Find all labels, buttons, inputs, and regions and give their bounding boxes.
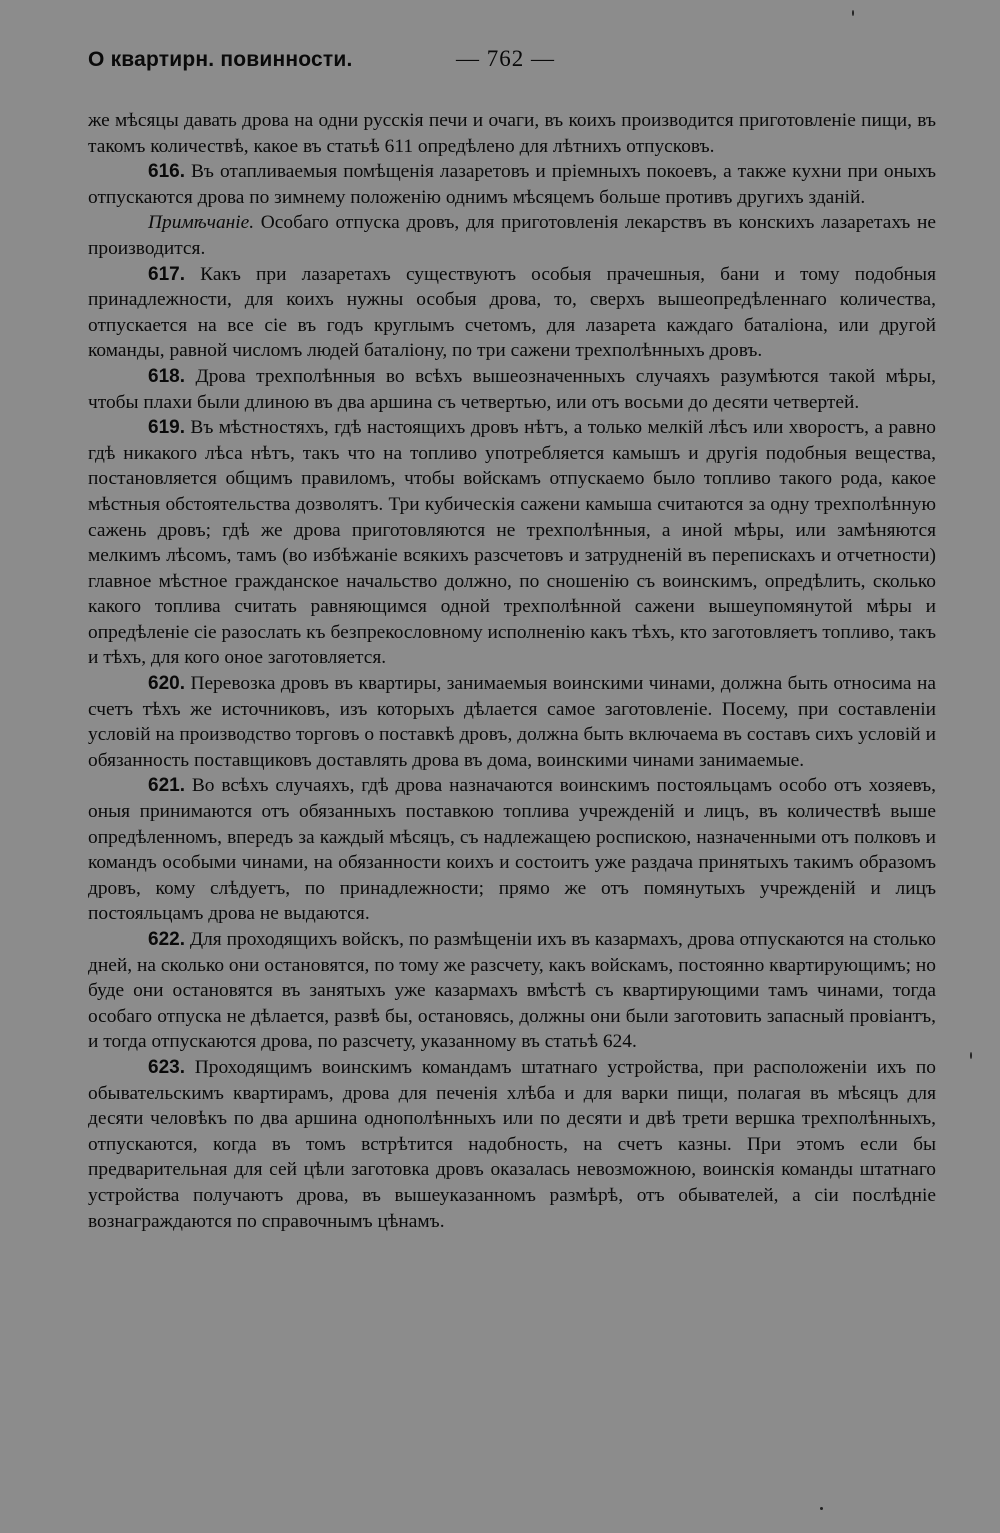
paragraph-continuation: [88, 108, 936, 159]
note-label: Примѣчаніе.: [148, 212, 255, 234]
article-620: [88, 671, 936, 773]
paragraph-text: Особаго отпуска дровъ, для приготовленія лекарствъ въ конскихъ лазаретахъ не производится.: [88, 212, 936, 259]
paragraph-text: Въ отапливаемыя помѣщенія лазаретовъ и пріемныхъ покоевъ, а также кухни при оныхъ отпускаются дрова по зимнему положенію однимъ мѣсяцемъ больше противъ другихъ зданій.: [88, 161, 936, 208]
article-number: 617.: [148, 263, 185, 285]
page-header: [88, 44, 938, 78]
article-616: [88, 159, 936, 210]
paragraph-text: же мѣсяцы давать дрова на одни русскія печи и очаги, въ коихъ производится приготовленіе пищи, въ такомъ количествѣ, какое въ статьѣ 611 опредѣлено для лѣтнихъ отпусковъ.: [88, 110, 936, 157]
paragraph-text: Во всѣхъ случаяхъ, гдѣ дрова назначаются воинскимъ постояльцамъ особо отъ хозяевъ, оныя принимаются отъ обязанныхъ поставкою топлива учрежденій и лицъ, въ количествѣ выше опредѣленномъ, впередъ за каждый мѣсяцъ, съ надлежащею роспискою, назначенными отъ полковъ и командъ особыми чинами, на обязанности коихъ и состоитъ уже раздача принятыхъ такимъ образомъ дровъ, кому слѣдуетъ, по принадлежности; прямо же отъ помянутыхъ учрежденій и лицъ постояльцамъ дрова не выдаются.: [88, 775, 936, 925]
paragraph-text: Дрова трехполѣнныя во всѣхъ вышеозначенныхъ случаяхъ разумѣются такой мѣры, чтобы плахи были длиною въ два аршина съ четвертью, или отъ восьми до десяти четвертей.: [88, 365, 936, 413]
scan-speck: [970, 1052, 972, 1059]
paragraph-text: Проходящимъ воинскимъ командамъ штатнаго устройства, при расположеніи ихъ по обывательскимъ квартирамъ, дрова для печенія хлѣба и для варки пищи, полагая въ мѣсяцъ для десяти человѣкъ по два аршина однополѣнныхъ или по десяти и двѣ трети вершка трехполѣнныхъ, отпускаются, когда въ томъ встрѣтится надобность, на счетъ казны. При этомъ если бы предварительная для сей цѣли заготовка дровъ оказалась невозможною, воинскія команды штатнаго устройства получаютъ дрова, въ вышеуказанномъ размѣрѣ, отъ обывателей, а сіи послѣдніе вознаграждаются по справочнымъ цѣнамъ.: [88, 1056, 936, 1232]
paragraph-text: Какъ при лазаретахъ существуютъ особыя прачешныя, бани и тому подобныя принадлежности, для коихъ нужны особыя дрова, то, сверхъ вышеопредѣленнаго количества, отпускается на все сіе въ годъ круглымъ счетомъ, для лазарета каждаго баталіона, или другой команды, равной числомъ людей баталіону, по три сажени трехполѣнныхъ дровъ.: [88, 263, 936, 362]
article-number: 618.: [148, 365, 185, 387]
running-title: О квартирн. повинности.: [88, 48, 353, 71]
article-618: [88, 364, 936, 415]
page-number: — 762 —: [456, 46, 555, 71]
article-623: [88, 1055, 936, 1234]
body-text: [88, 108, 936, 1234]
article-622: [88, 927, 936, 1055]
paragraph-text: Перевозка дровъ въ квартиры, занимаемыя воинскими чинами, должна быть относима на счетъ тѣхъ же источниковъ, изъ которыхъ дѣлается самое заготовленіе. Посему, при составленіи условій на производство торговъ о поставкѣ дровъ, должна быть включаема въ составъ сихъ условій и обязанность поставщиковъ доставлять дрова въ дома, воинскими чинами занимаемые.: [88, 673, 936, 771]
scan-speck: [820, 1507, 823, 1510]
article-617: [88, 262, 936, 364]
article-number: 623.: [148, 1056, 185, 1078]
article-621: [88, 773, 936, 927]
note-paragraph: [88, 210, 936, 261]
article-number: 619.: [148, 417, 185, 439]
scan-speck: [852, 10, 854, 16]
article-number: 620.: [148, 673, 185, 695]
article-number: 621.: [148, 775, 185, 797]
article-619: [88, 415, 936, 671]
article-number: 622.: [148, 929, 185, 950]
article-number: 616.: [148, 161, 185, 183]
paragraph-text: Для проходящихъ войскъ, по размѣщеніи ихъ въ казармахъ, дрова отпускаются на столько дней, на сколько они остановятся, по тому же разсчету, какъ войскамъ, постоянно квартирующимъ; но буде они остановятся въ занятыхъ уже казармахъ вмѣстѣ съ квартирующими тамъ чинами, тогда особаго отпуска не дѣлается, развѣ бы, остановясь, должны они были заготовить запасный провіантъ, и тогда отпускаются дрова, по разсчету, указанному въ статьѣ 624.: [88, 929, 936, 1053]
paragraph-text: Въ мѣстностяхъ, гдѣ настоящихъ дровъ нѣтъ, а только мелкій лѣсъ или хворостъ, а равно гдѣ никакого лѣса нѣтъ, такъ что на топливо употребляется камышъ и другія подобныя вещества, постановляется общимъ правиломъ, чтобы войскамъ отпускаемо было топливо такого рода, какое мѣстныя обстоятельства дозволятъ. Три кубическія сажени камыша считаются за одну трехполѣнную сажень дровъ; гдѣ же дрова приготовляются не трехполѣнныя, а иной мѣры, или замѣняются мелкимъ лѣсомъ, тамъ (во избѣжаніе всякихъ разсчетовъ и затрудненій въ перепискахъ и отчетности) главное мѣстное гражданское начальство должно, по сношенію съ воинскимъ, опредѣлить, сколько какого топлива считать равняющимся одной трехполѣнной сажени вышеупомянутой мѣры и опредѣленіе сіе разослать къ безпрекословному исполненію какъ тѣхъ, кто заготовляетъ топливо, такъ и тѣхъ, для кого оное заготовляется.: [88, 417, 936, 669]
